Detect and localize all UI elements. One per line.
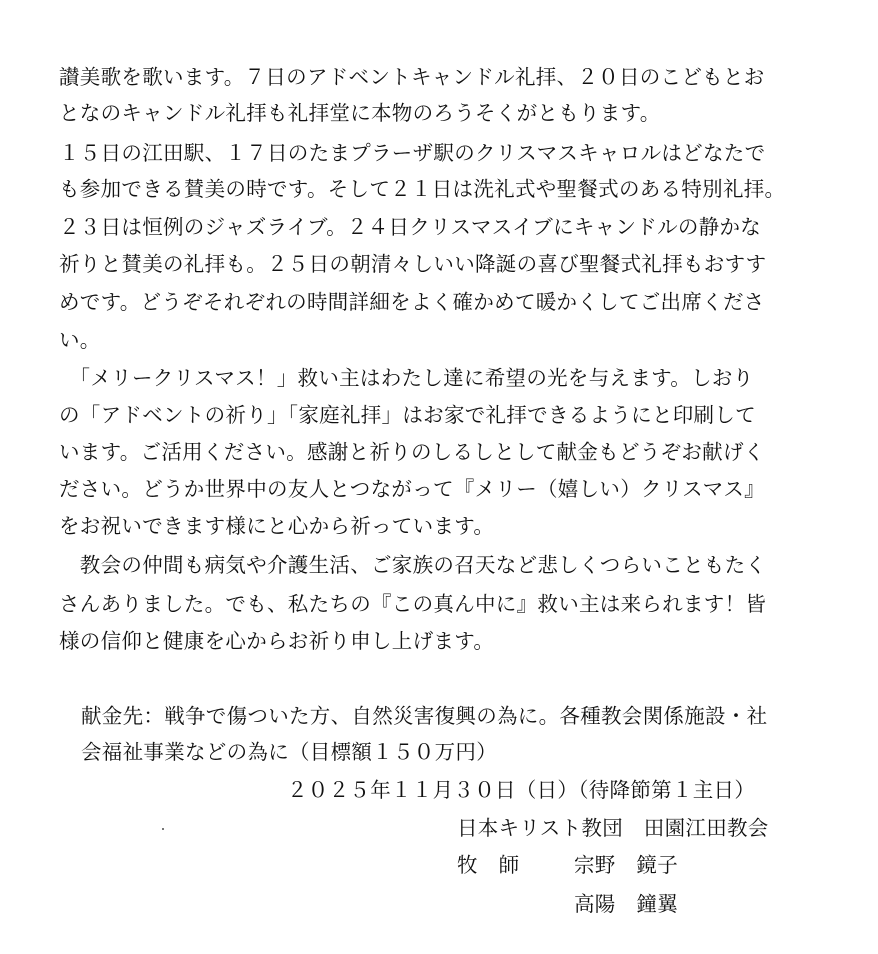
body-line-11: います。ご活用ください。感謝と祈りのしるしとして献金もどうぞお献げく — [59, 440, 765, 464]
offering-line-2: 会福祉事業などの為に（目標額１５０万円） — [81, 740, 497, 764]
body-line-10: の「アドベントの祈り」「家庭礼拝」はお家で礼拝できるようにと印刷して — [59, 403, 756, 427]
body-line-5: ２３日は恒例のジャズライブ。２４日クリスマスイブにキャンドルの静かな — [59, 215, 762, 239]
body-line-6: 祈りと賛美の礼拝も。２５日の朝清々しいい降誕の喜び聖餐式礼拝もおすす — [59, 252, 767, 276]
body-line-16: 様の信仰と健康を心からお祈り申し上げます。 — [59, 629, 495, 653]
body-line-8: い。 — [59, 328, 101, 352]
offering-line-1: 献金先：戦争で傷ついた方、自然災害復興の為に。各種教会関係施設・社 — [81, 704, 768, 728]
body-line-12: ださい。どうか世界中の友人とつながって『メリー（嬉しい）クリスマス』 — [59, 477, 765, 501]
body-line-15: さんありました。でも、私たちの『この真ん中に』救い主は来られます！皆 — [59, 592, 767, 616]
body-line-2: となのキャンドル礼拝も礼拝堂に本物のろうそくがともります。 — [59, 101, 661, 125]
body-line-3: １５日の江田駅、１７日のたまプラーザ駅のクリスマスキャロルはどなたで — [59, 141, 766, 165]
body-line-4: も参加できる賛美の時です。そして２１日は洗礼式や聖餐式のある特別礼拝。 — [59, 177, 786, 201]
stray-dot — [162, 828, 164, 830]
body-line-9: 「メリークリスマス！」救い主はわたし達に希望の光を与えます。しおり — [59, 366, 754, 390]
body-line-7: めです。どうぞそれぞれの時間詳細をよく確かめて暖かくしてご出席くださ — [59, 290, 765, 314]
body-line-1: 讃美歌を歌います。７日のアドベントキャンドル礼拝、２０日のこどもとお — [59, 65, 765, 89]
date-line: ２０２５年１１月３０日（日）（待降節第１主日） — [287, 778, 756, 802]
pastor-name-2: 高陽 鐘翼 — [574, 892, 678, 916]
pastor-name-1: 宗野 鏡子 — [574, 853, 678, 877]
body-line-13: をお祝いできます様にと心から祈っています。 — [59, 514, 495, 538]
body-line-14: 教会の仲間も病気や介護生活、ご家族の召天など悲しくつらいこともたく — [59, 553, 767, 577]
pastor-title: 牧 師 — [457, 853, 520, 877]
church-name: 日本キリスト教団 田園江田教会 — [457, 816, 769, 840]
